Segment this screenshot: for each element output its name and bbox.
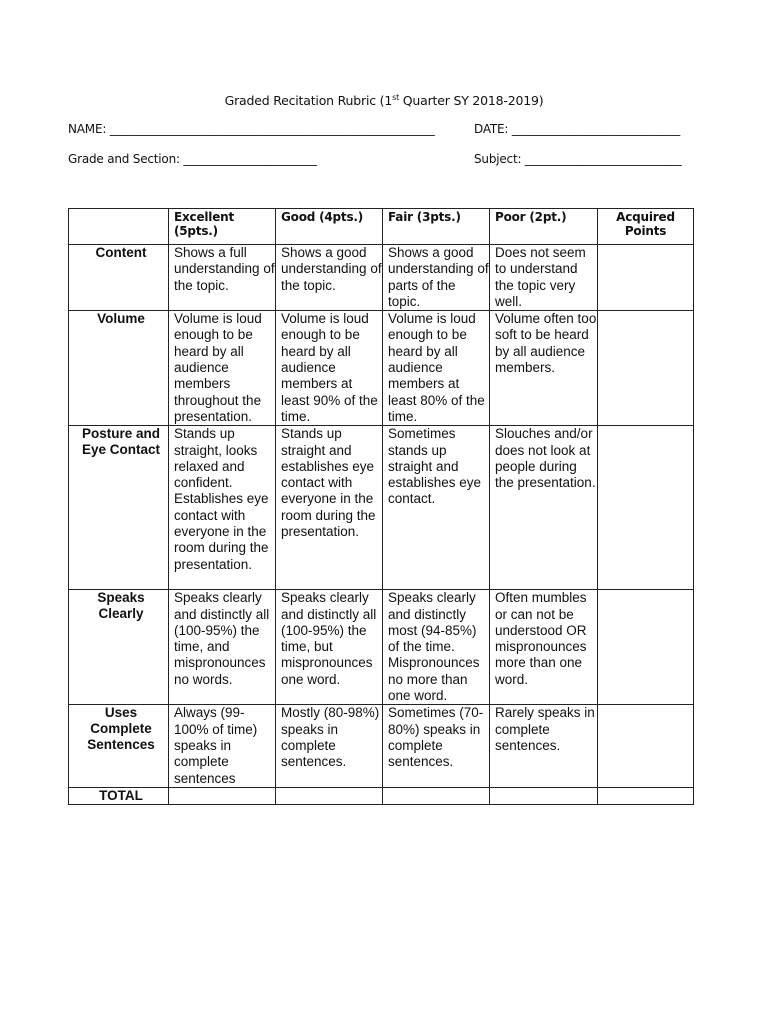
- header-good: Good (4pts.): [276, 209, 383, 245]
- rubric-cell: Volume often too soft to be heard by all audience members.: [490, 311, 598, 426]
- table-row-volume: [69, 311, 694, 426]
- header-fair: Fair (3pts.): [383, 209, 490, 245]
- rubric-cell: Shows a full understanding of the topic.: [169, 245, 276, 311]
- criterion-label: Posture and Eye Contact: [69, 426, 169, 590]
- title-rest: Quarter SY 2018-2019): [399, 93, 544, 109]
- rubric-cell: Shows a good understanding of parts of the topic.: [383, 245, 490, 311]
- title-superscript: st: [392, 93, 400, 102]
- rubric-cell: Stands up straight and establishes eye contact with everyone in the room during the presentation.: [276, 426, 383, 590]
- rubric-cell: Mostly (80-98%) speaks in complete sentences.: [276, 705, 383, 787]
- total-cell: [383, 787, 490, 804]
- rubric-cell: Volume is loud enough to be heard by all audience members throughout the presentation.: [169, 311, 276, 426]
- rubric-cell: Volume is loud enough to be heard by all audience members at least 80% of the time.: [383, 311, 490, 426]
- table-row-total: [69, 787, 694, 804]
- header-acquired-points: Acquired Points: [598, 209, 694, 245]
- criterion-label: Speaks Clearly: [69, 590, 169, 705]
- acquired-points-cell: [598, 311, 694, 426]
- rubric-table: [68, 208, 694, 805]
- total-cell: [169, 787, 276, 804]
- rubric-cell: Shows a good understanding of the topic.: [276, 245, 383, 311]
- acquired-points-cell: [598, 245, 694, 311]
- rubric-cell: Often mumbles or can not be understood OR mispronounces more than one word.: [490, 590, 598, 705]
- header-blank: [69, 209, 169, 245]
- criterion-label: Uses Complete Sentences: [69, 705, 169, 787]
- rubric-cell: Rarely speaks in complete sentences.: [490, 705, 598, 787]
- header-excellent: Excellent (5pts.): [169, 209, 276, 245]
- rubric-cell: Volume is loud enough to be heard by all audience members at least 90% of the time.: [276, 311, 383, 426]
- total-cell: [276, 787, 383, 804]
- header-row: [69, 209, 694, 245]
- table-row-complete-sentences: [69, 705, 694, 787]
- header-poor: Poor (2pt.): [490, 209, 598, 245]
- grade-section-field: Grade and Section: _______________________: [68, 152, 317, 166]
- rubric-cell: Sometimes (70-80%) speaks in complete sentences.: [383, 705, 490, 787]
- document-title: [0, 93, 768, 108]
- acquired-points-cell: [598, 426, 694, 590]
- total-cell: [490, 787, 598, 804]
- subject-field: Subject: ___________________________: [474, 152, 682, 166]
- acquired-points-cell: [598, 590, 694, 705]
- acquired-points-cell: [598, 705, 694, 787]
- rubric-cell: Does not seem to understand the topic very well.: [490, 245, 598, 311]
- total-label: TOTAL: [69, 787, 169, 804]
- rubric-cell: Stands up straight, looks relaxed and confident. Establishes eye contact with everyone in the room during the presentation.: [169, 426, 276, 590]
- criterion-label: Content: [69, 245, 169, 311]
- rubric-cell: Speaks clearly and distinctly all (100-95%) the time, and mispronounces no words.: [169, 590, 276, 705]
- criterion-label: Volume: [69, 311, 169, 426]
- rubric-cell: Speaks clearly and distinctly most (94-85%) of the time. Mispronounces no more than one word.: [383, 590, 490, 705]
- total-cell: [598, 787, 694, 804]
- rubric-cell: Slouches and/or does not look at people during the presentation.: [490, 426, 598, 590]
- table-row-posture: [69, 426, 694, 590]
- table-row-speaks-clearly: [69, 590, 694, 705]
- date-field: DATE: _____________________________: [474, 122, 681, 136]
- rubric-cell: Always (99-100% of time) speaks in complete sentences: [169, 705, 276, 787]
- rubric-cell: Sometimes stands up straight and establishes eye contact.: [383, 426, 490, 590]
- table-row-content: [69, 245, 694, 311]
- name-field: NAME: ________________________________________________________: [68, 122, 435, 136]
- title-main: Graded Recitation Rubric (1: [224, 93, 393, 109]
- rubric-cell: Speaks clearly and distinctly all (100-95%) the time, but mispronounces one word.: [276, 590, 383, 705]
